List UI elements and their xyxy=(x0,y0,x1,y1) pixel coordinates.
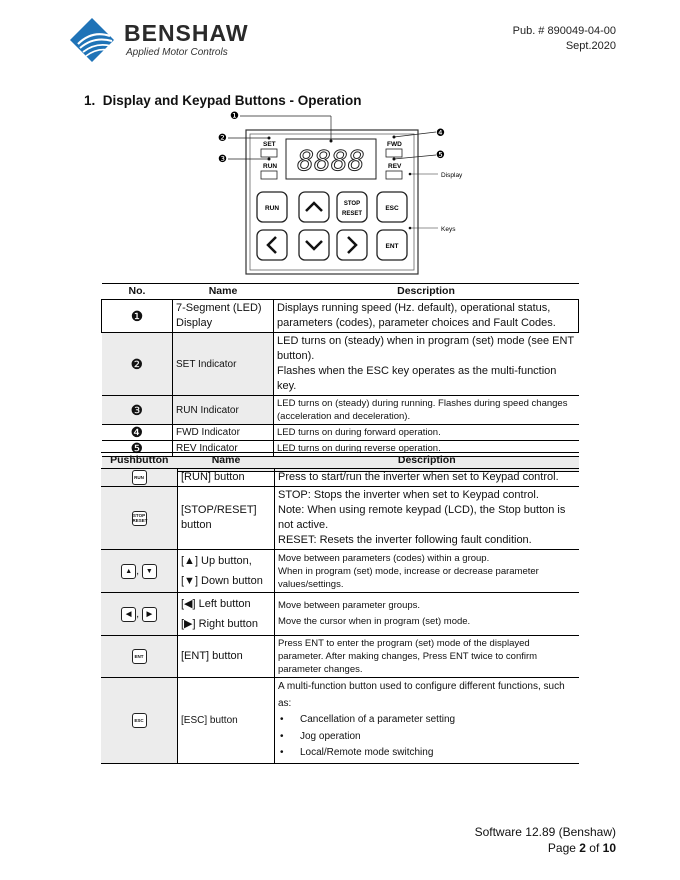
keypad-diagram xyxy=(210,108,480,276)
ent-key-icon: ENT xyxy=(132,649,147,664)
table-row: ❸ RUN Indicator LED turns on (steady) during running. Flashes during speed changes (acceleration and deceleration). xyxy=(102,396,579,425)
page-number: Page 2 of 10 xyxy=(547,841,616,855)
keypad-down-button[interactable] xyxy=(299,230,329,260)
table-row: ENT [ENT] button Press ENT to enter the program (set) mode of the displayed parameter. After making changes, Press ENT twice to confirm parameter changes. xyxy=(101,636,579,678)
keypad-left-button[interactable] xyxy=(257,230,287,260)
publication-info xyxy=(513,24,616,54)
col-name: Name xyxy=(178,453,275,469)
keypad-ent-button[interactable] xyxy=(377,230,407,260)
brand-name: BENSHAW xyxy=(124,20,249,46)
svg-text:STOP: STOP xyxy=(343,201,361,207)
esc-key-icon: ESC xyxy=(132,713,147,728)
col-description: Description xyxy=(274,284,579,300)
table-row: ESC [ESC] button A multi-function button used to configure different functions, such as: • Cancellation of a parameter setting • Jog operation • Local/Remote mode switching xyxy=(101,678,579,764)
up-key-icon: ▲ xyxy=(121,564,136,579)
callout-1: ❶ xyxy=(230,111,239,122)
display-label: Display xyxy=(441,172,463,179)
right-key-icon: ▶ xyxy=(142,607,157,622)
list-item: • Cancellation of a parameter setting xyxy=(278,712,576,729)
svg-text:RESET: RESET xyxy=(341,211,363,217)
stop-reset-key-icon: STOP RESET xyxy=(132,511,147,526)
rev-led-label: REV xyxy=(388,163,402,170)
seven-segment-display: 8888 xyxy=(297,144,365,177)
indicator-table xyxy=(101,283,579,472)
table-header-row xyxy=(102,284,579,300)
left-key-icon: ◀ xyxy=(121,607,136,622)
callout-4: ❹ xyxy=(436,128,445,139)
table-row: STOP RESET [STOP/RESET] button STOP: Stops the inverter when set to Keypad control. Note: When using remote keypad (LCD), the Stop button is not active. RESET: Resets the inverter following fault condition. xyxy=(101,487,579,550)
fwd-led-label: FWD xyxy=(387,141,402,148)
col-no: No. xyxy=(102,284,173,300)
list-item: • Jog operation xyxy=(278,729,576,746)
pub-date: Sept.2020 xyxy=(565,40,616,52)
table-row: ❹ FWD Indicator LED turns on during forward operation. xyxy=(102,425,579,441)
table-row: RUN [RUN] button Press to start/run the inverter when set to Keypad control. xyxy=(101,469,579,487)
svg-text:ESC: ESC xyxy=(385,205,399,212)
table-row: ◀ , ▶ [◀] Left button [▶] Right button Move between parameter groups. Move the cursor when in program (set) mode. xyxy=(101,593,579,636)
table-row: ❷ SET Indicator LED turns on (steady) when in program (set) mode (see ENT button). Flashes when the ESC key operates as the multi-function key. xyxy=(102,333,579,396)
run-key-icon: RUN xyxy=(132,470,147,485)
keys-label: Keys xyxy=(441,226,456,233)
section-title: 1. Display and Keypad Buttons - Operation xyxy=(84,93,362,108)
page-footer xyxy=(475,824,616,856)
col-description: Description xyxy=(275,453,580,469)
keypad-esc-button[interactable] xyxy=(377,192,407,222)
run-led-label: RUN xyxy=(263,163,278,170)
svg-text:RUN: RUN xyxy=(264,205,280,212)
pub-number: Pub. # 890049-04-00 xyxy=(512,25,616,37)
list-item: • Local/Remote mode switching xyxy=(278,745,576,762)
callout-2: ❷ xyxy=(218,133,227,144)
col-name: Name xyxy=(173,284,274,300)
pushbutton-table xyxy=(101,452,579,764)
table-row: ❶ 7-Segment (LED) Display Displays running speed (Hz. default), operational status, parameters (codes), parameter choices and Fault Codes. xyxy=(102,300,579,333)
svg-text:ENT: ENT xyxy=(385,243,399,250)
callout-3: ❸ xyxy=(218,154,227,165)
keypad-stop-reset-button[interactable] xyxy=(337,192,367,222)
callout-5: ❺ xyxy=(436,150,445,161)
down-key-icon: ▼ xyxy=(142,564,157,579)
software-version: Software 12.89 (Benshaw) xyxy=(474,825,616,839)
keypad-right-button[interactable] xyxy=(337,230,367,260)
brand-tagline: Applied Motor Controls xyxy=(126,47,228,58)
logo-diamond-icon xyxy=(70,16,120,66)
table-row: ▲ , ▼ [▲] Up button, [▼] Down button Move between parameters (codes) within a group. When in program (set) mode, increase or decrease parameter values/settings. xyxy=(101,550,579,593)
table-header-row xyxy=(101,453,579,469)
table-row: ❺ REV Indicator LED turns on during reverse operation. xyxy=(102,441,579,457)
keypad-run-button[interactable] xyxy=(257,192,287,222)
company-logo xyxy=(70,16,260,64)
set-led-label: SET xyxy=(263,141,276,148)
col-pushbutton: Pushbutton xyxy=(101,453,178,469)
keypad-up-button[interactable] xyxy=(299,192,329,222)
